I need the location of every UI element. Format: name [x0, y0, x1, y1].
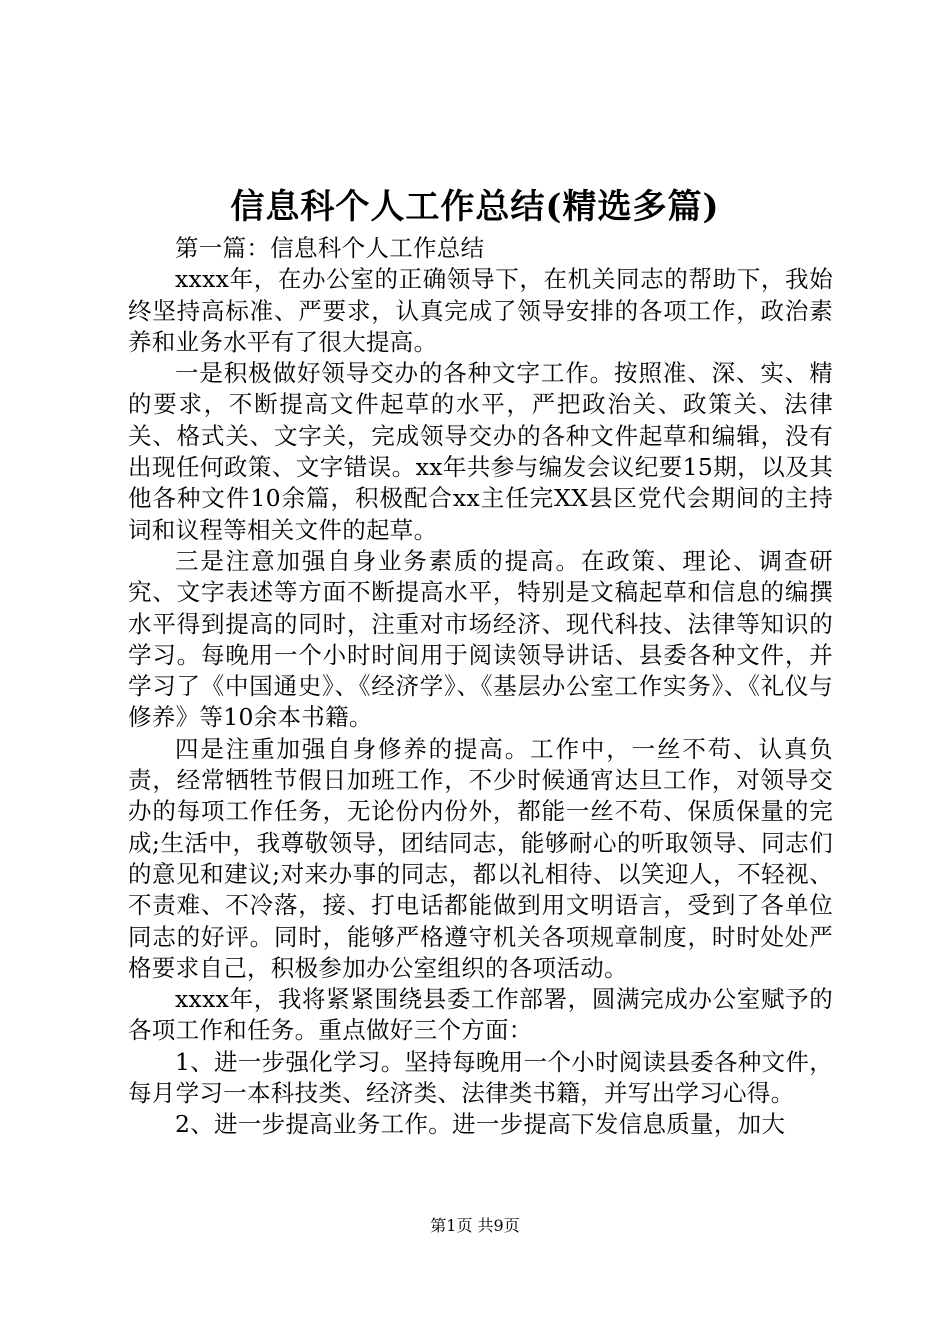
paragraph-self-improvement: 三是注意加强自身业务素质的提高。在政策、理论、调查研究、文字表述等方面不断提高水平，特别是文稿起草和信息的编撰水平得到提高的同时，注重对市场经济、现代科技、法律等知识的学习。每晚用一个小时时间用于阅读领导讲话、县委各种文件，并学习了《中国通史》、《经济学》、《基层办公室工作实务》、《礼仪与修养》等10余本书籍。	[128, 546, 833, 732]
document-body	[128, 233, 833, 1141]
paragraph-section-heading: 第一篇：信息科个人工作总结	[175, 234, 485, 262]
paragraph-writing-work: 一是积极做好领导交办的各种文字工作。按照准、深、实、精的要求，不断提高文件起草的水平，严把政治关、政策关、法律关、格式关、文字关，完成领导交办的各种文件起草和编辑，没有出现任何政策、文字错误。xx年共参与编发会议纪要15期，以及其他各种文件10余篇，积极配合xx主任完XX县区党代会期间的主持词和议程等相关文件的起草。	[128, 359, 833, 544]
paragraph-plan-item-1: 1、进一步强化学习。坚持每晚用一个小时阅读县委各种文件，每月学习一本科技类、经济类、法律类书籍，并写出学习心得。	[128, 1047, 833, 1108]
paragraph-plan-item-2: 2、进一步提高业务工作。进一步提高下发信息质量，加大	[175, 1110, 786, 1139]
page-number-footer: 第1页 共9页	[430, 1216, 520, 1235]
paragraph-intro: xxxx年，在办公室的正确领导下，在机关同志的帮助下，我始终坚持高标准、严要求，认真完成了领导安排的各项工作，政治素养和业务水平有了很大提高。	[128, 265, 833, 356]
document-title: 信息科个人工作总结(精选多篇)	[230, 187, 720, 227]
paragraph-next-year-plan: xxxx年，我将紧紧围绕县委工作部署，圆满完成办公室赋予的各项工作和任务。重点做好三个方面：	[128, 985, 833, 1045]
paragraph-self-cultivation: 四是注重加强自身修养的提高。工作中，一丝不苟、认真负责，经常牺牲节假日加班工作，不少时候通宵达旦工作，对领导交办的每项工作任务，无论份内份外，都能一丝不苟、保质保量的完成;生活中，我尊敬领导，团结同志，能够耐心的听取领导、同志们的意见和建议;对来办事的同志，都以礼相待、以笑迎人，不轻视、不责难、不冷落，接、打电话都能做到用文明语言，受到了各单位同志的好评。同时，能够严格遵守机关各项规章制度，时时处处严格要求自己，积极参加办公室组织的各项活动。	[128, 734, 833, 982]
